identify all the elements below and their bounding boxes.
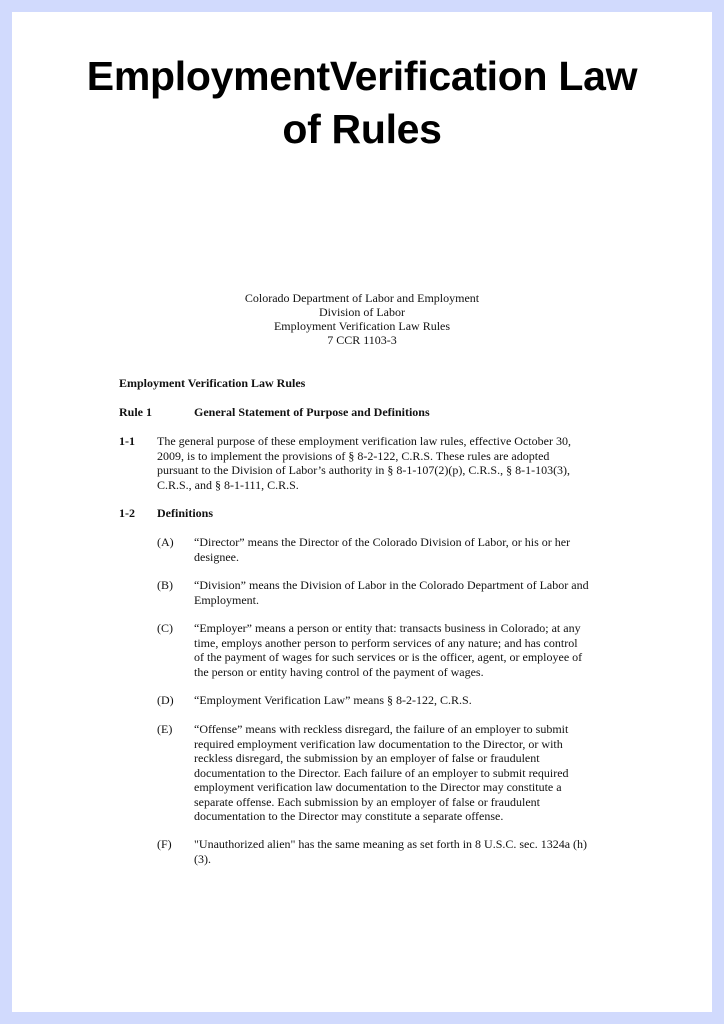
text-line: documentation to the Director may constitute a separate offense. <box>194 809 504 823</box>
text-line: pursuant to the Division of Labor’s authority in § 8-1-107(2)(p), C.R.S., § 8-1-103(3), <box>157 463 571 477</box>
text-line: required employment verification law documentation to the Director, or with <box>194 736 563 751</box>
text-line: of the payment of wages for such services or is the officer, agent, or employee of <box>194 650 583 664</box>
definition-text <box>194 837 624 866</box>
definition-label: (F) <box>157 837 172 851</box>
text-line: 2009, is to implement the provisions of § 8-2-122, C.R.S. These rules are adopted <box>157 448 550 463</box>
definition-label: (E) <box>157 722 173 736</box>
definition-text <box>194 722 624 824</box>
text-line: documentation to the Director. Each failure of an employer to submit required <box>194 765 569 780</box>
text-line: employment verification law documentation to the Director may constitute a <box>194 780 562 794</box>
definition-text <box>194 578 624 607</box>
text-line: Employment. <box>194 592 259 607</box>
text-line: “Director” means the Director of the Colorado Division of Labor, or his or her <box>194 535 571 549</box>
text-line: C.R.S., and § 8-1-111, C.R.S. <box>157 477 299 492</box>
definition-label: (C) <box>157 621 173 635</box>
header-line: 7 CCR 1103-3 <box>327 333 397 347</box>
rule-title: General Statement of Purpose and Definitions <box>194 405 430 419</box>
definition-text <box>194 535 624 564</box>
text-line: (3). <box>194 851 211 866</box>
text-line: “Employer” means a person or entity that: transacts business in Colorado; at any <box>194 621 581 635</box>
document-header <box>0 291 724 347</box>
definition-label: (D) <box>157 693 174 707</box>
definition-text <box>194 693 624 708</box>
rule-number: Rule 1 <box>119 405 152 419</box>
text-line: reckless disregard, the submission by an employer of false or fraudulent <box>194 751 540 765</box>
section-title: Employment Verification Law Rules <box>119 376 306 390</box>
text-line: the person or entity having control of the payment of wages. <box>194 664 484 679</box>
rule-1-2-number: 1-2 <box>119 506 135 520</box>
text-line: “Employment Verification Law” means § 8-2-122, C.R.S. <box>194 693 472 707</box>
header-line: Colorado Department of Labor and Employment <box>244 291 480 305</box>
definition-label: (B) <box>157 578 173 592</box>
header-line: Division of Labor <box>319 305 405 319</box>
page-title-line-1: EmploymentVerification Law <box>86 53 638 99</box>
rule-1-1-number: 1-1 <box>119 434 135 448</box>
text-line: “Division” means the Division of Labor in the Colorado Department of Labor and <box>194 578 589 592</box>
text-line: designee. <box>194 549 239 564</box>
page-title <box>0 50 724 156</box>
text-line: The general purpose of these employment verification law rules, effective October 30, <box>157 434 571 448</box>
text-line: “Offense” means with reckless disregard, the failure of an employer to submit <box>194 722 569 736</box>
definition-text <box>194 621 624 679</box>
definition-label: (A) <box>157 535 174 549</box>
rule-1-2-title: Definitions <box>157 506 214 520</box>
text-line: "Unauthorized alien" has the same meaning as set forth in 8 U.S.C. sec. 1324a (h) <box>194 837 588 851</box>
header-line: Employment Verification Law Rules <box>273 319 451 333</box>
rule-1-1-text <box>157 434 617 492</box>
text-line: time, employs another person to perform services of any nature; and has control <box>194 635 578 650</box>
text-line: separate offense. Each submission by an employer of false or fraudulent <box>194 794 540 809</box>
page-title-line-2: of Rules <box>282 106 442 152</box>
